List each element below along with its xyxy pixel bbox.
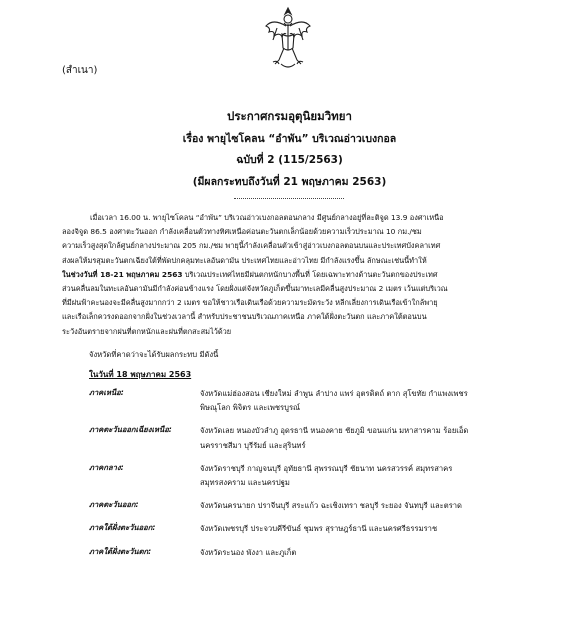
region-label: ภาคตะวันออกเฉียงเหนือ: xyxy=(89,425,172,435)
region-row xyxy=(89,462,529,499)
body-line: ที่มีฝนฟ้าคะนองจะมีคลื่นสูงมากกว่า 2 เมตร ขอให้ชาวเรือเดินเรือด้วยความระมัดระวัง หลีกเลี่ยงการเดินเรือเข้าใกล้พายุ xyxy=(62,298,438,308)
body-line: ส่วนคลื่นลมในทะเลอันดามันมีกำลังค่อนข้างแรง โดยฝั่งแต่จังหวัดภูเก็ตขึ้นมาทะเลมีคลื่นสูงประมาณ 2 เมตร เว้นแต่บริเวณ xyxy=(62,284,448,294)
region-row xyxy=(89,522,529,545)
body-line: ความเร็วสูงสุดใกล้ศูนย์กลางประมาณ 205 กม./ชม พายุนี้กำลังเคลื่อนตัวเข้าสู่อ่าวเบงกอลตอนบนและประเทศบังคลาเทศ xyxy=(62,241,441,251)
region-row xyxy=(89,387,529,424)
body-line xyxy=(62,268,518,282)
region-row xyxy=(89,424,529,461)
region-table xyxy=(89,387,529,569)
region-label: ภาคใต้ฝั่งตะวันออก: xyxy=(89,523,156,533)
body-line: ส่งผลให้มรสุมตะวันตกเฉียงใต้ที่พัดปกคลุมทะเลอันดามัน ประเทศไทยและอ่าวไทย มีกำลังแรงขึ้น ลักษณะเช่นนี้ทำให้ xyxy=(62,255,427,265)
announcement-issue: ฉบับที่ 2 (115/2563) xyxy=(236,154,343,166)
region-provinces xyxy=(200,522,529,545)
region-provinces xyxy=(200,462,529,499)
region-provinces xyxy=(200,424,529,461)
region-label: ภาคใต้ฝั่งตะวันตก: xyxy=(89,546,152,556)
body-line: และเรือเล็กควรงดออกจากฝั่งในช่วงเวลานี้ สำหรับประชาชนบริเวณภาคเหนือ ภาคใต้ฝั่งตะวันตก และภาคใต้ตอนบน xyxy=(62,312,427,322)
region-provinces xyxy=(200,387,529,424)
province-line: จังหวัดเพชรบุรี ประจวบคีรีขันธ์ ชุมพร สุราษฎร์ธานี และนครศรีธรรมราช xyxy=(200,524,438,534)
province-line: จังหวัดระนอง พังงา และภูเก็ต xyxy=(200,547,297,557)
body-line-rest: บริเวณประเทศไทยมีฝนตกหนักบางพื้นที่ โดยเฉพาะทางด้านตะวันตกของประเทศ xyxy=(182,269,438,279)
region-label: ภาคเหนือ: xyxy=(89,388,124,397)
region-row xyxy=(89,546,529,569)
province-line: นครราชสีมา บุรีรัมย์ และสุรินทร์ xyxy=(200,440,306,450)
announcement-body xyxy=(62,211,518,339)
affected-provinces-lead: จังหวัดที่คาดว่าจะได้รับผลกระทบ มีดังนี้ xyxy=(89,350,219,359)
garuda-emblem-icon xyxy=(263,4,313,74)
region-label: ภาคกลาง: xyxy=(89,462,124,472)
announcement-title: ประกาศกรมอุตุนิยมวิทยา xyxy=(227,109,352,123)
body-line: ลองจิจูด 86.5 องศาตะวันออก กำลังเคลื่อนตัวทางทิศเหนือค่อนตะวันตกเล็กน้อยด้วยความเร็วประมาณ 10 กม./ชม xyxy=(62,227,422,237)
region-label: ภาคตะวันออก: xyxy=(89,500,139,510)
effective-period: (มีผลกระทบถึงวันที่ 21 พฤษภาคม 2563) xyxy=(192,176,387,188)
period-highlight: ในช่วงวันที่ 18-21 พฤษภาคม 2563 xyxy=(62,269,183,279)
copy-note: (สำเนา) xyxy=(62,65,98,76)
province-line: จังหวัดเลย หนองบัวลำภู อุดรธานี หนองคาย ชัยภูมิ ขอนแก่น มหาสารคาม ร้อยเอ็ด xyxy=(200,426,469,436)
region-row xyxy=(89,499,529,522)
province-line: จังหวัดนครนายก ปราจีนบุรี สระแก้ว ฉะเชิงเทรา ชลบุรี ระยอง จันทบุรี และตราด xyxy=(200,501,462,511)
region-provinces xyxy=(200,546,529,569)
province-line: สมุทรสงคราม และนครปฐม xyxy=(200,478,290,488)
province-line: จังหวัดราชบุรี กาญจนบุรี อุทัยธานี สุพรรณบุรี ชัยนาท นครสวรรค์ สมุทรสาคร xyxy=(200,463,453,473)
region-provinces xyxy=(200,499,529,522)
province-line: พิษณุโลก พิจิตร และเพชรบูรณ์ xyxy=(200,403,301,413)
date-heading: ในวันที่ 18 พฤษภาคม 2563 xyxy=(89,370,192,379)
body-line: เมื่อเวลา 16.00 น. พายุไซโคลน “อำพัน” บริเวณอ่าวเบงกอลตอนกลาง มีศูนย์กลางอยู่ที่ละติจูด 13.9 องศาเหนือ xyxy=(90,213,444,222)
body-line: ระวังอันตรายจากฝนที่ตกหนักและฝนที่ตกสะสมไว้ด้วย xyxy=(62,326,232,336)
province-line: จังหวัดแม่ฮ่องสอน เชียงใหม่ ลำพูน ลำปาง แพร่ อุตรดิตถ์ ตาก สุโขทัย กำแพงเพชร xyxy=(200,389,468,398)
divider xyxy=(234,198,344,199)
announcement-subject: เรื่อง พายุไซโคลน “อำพัน” บริเวณอ่าวเบงกอล xyxy=(182,133,397,145)
